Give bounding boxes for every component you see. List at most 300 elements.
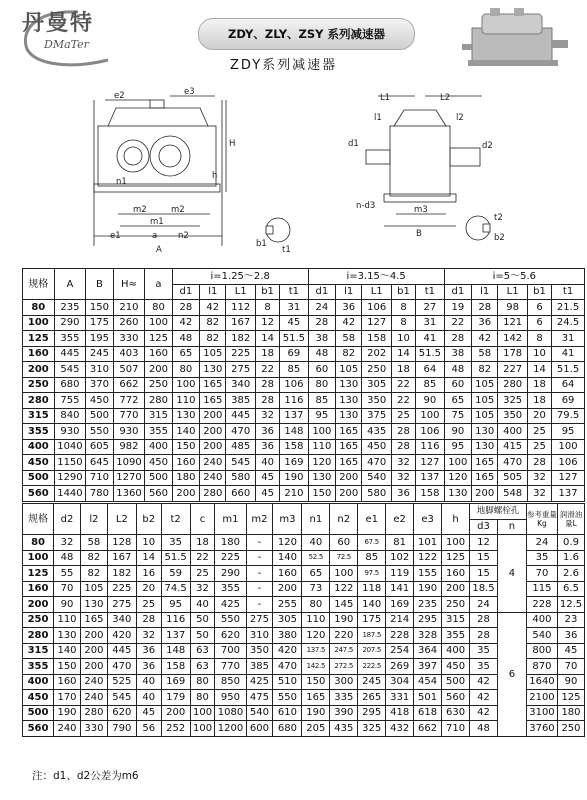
table-cell: 280	[498, 377, 528, 393]
table-cell: 930	[54, 424, 86, 440]
table-cell: 130	[200, 362, 226, 378]
table-cell: 105	[472, 377, 498, 393]
table-cell: 31	[552, 331, 585, 347]
subheader-b1: b1	[527, 284, 551, 300]
table-cell: 501	[414, 690, 442, 706]
spec-cell: 125	[23, 566, 54, 582]
table-cell: 14	[391, 346, 415, 362]
table-cell: 255	[273, 597, 302, 613]
table-cell: 12	[255, 315, 279, 331]
table-cell: 580	[226, 470, 256, 486]
table-cell: 142	[498, 331, 528, 347]
table-cell: 445	[226, 408, 256, 424]
table-cell: 680	[54, 377, 86, 393]
table-cell: 73	[302, 581, 330, 597]
table-cell: 42	[172, 315, 199, 331]
table-cell: 32	[527, 486, 551, 502]
table-cell: 80	[145, 300, 172, 316]
table-cell: 187.5	[358, 628, 386, 644]
table-cell: 116	[416, 439, 444, 455]
table-cell: 51.5	[280, 331, 308, 347]
label-m2-left: m2	[133, 205, 147, 215]
table-cell: 130	[336, 393, 362, 409]
table-cell: 106	[362, 300, 392, 316]
label-d2: d2	[482, 141, 493, 151]
table-cell: 190	[302, 705, 330, 721]
table-cell: 454	[414, 674, 442, 690]
table-cell: 24	[470, 597, 498, 613]
table-cell: 67.5	[358, 535, 386, 551]
table-cell: 28	[391, 424, 415, 440]
t2-header-spec: 规格	[23, 504, 54, 535]
header	[0, 0, 587, 88]
table-cell: 610	[273, 705, 302, 721]
table-cell: 63	[190, 643, 215, 659]
table-cell: 272.5	[330, 659, 358, 675]
table-cell: 36	[472, 315, 498, 331]
table-cell: 48	[54, 550, 81, 566]
table-cell: 55	[54, 566, 81, 582]
logo-text: 丹曼特	[22, 11, 95, 36]
table-cell: 225	[107, 581, 136, 597]
table-cell: 780	[86, 486, 113, 502]
table-cell: 350	[362, 393, 392, 409]
table-cell: 82	[472, 362, 498, 378]
table-cell: 51.5	[161, 550, 190, 566]
spec-cell: 315	[23, 408, 55, 424]
table-cell: -	[246, 550, 273, 566]
table-cell: 105	[472, 408, 498, 424]
table-cell: 70	[526, 566, 557, 582]
subheader-t1: t1	[280, 284, 308, 300]
t2-header-e3: e3	[414, 504, 442, 535]
table-cell: 550	[86, 424, 113, 440]
subheader-t1: t1	[552, 284, 585, 300]
table-cell: 400	[145, 439, 172, 455]
table-cell: 445	[107, 643, 136, 659]
table-cell: 45	[280, 315, 308, 331]
table-row	[23, 439, 585, 455]
spec-cell: 280	[23, 393, 55, 409]
table-cell: 240	[54, 721, 81, 737]
label-e3: e3	[184, 87, 195, 97]
table-cell: 304	[386, 674, 414, 690]
table-cell: 240	[200, 470, 226, 486]
spec-cell: 355	[23, 424, 55, 440]
table-cell: 100	[172, 377, 199, 393]
subheader-b1: b1	[391, 284, 415, 300]
table-cell: 169	[161, 674, 190, 690]
table-cell: 110	[308, 439, 335, 455]
table-cell: 110	[302, 612, 330, 628]
label-h: h	[212, 171, 218, 181]
table-cell: 121	[498, 315, 528, 331]
table-cell: 102	[386, 550, 414, 566]
table-cell: 770	[215, 659, 246, 675]
table-cell: 52.5	[302, 550, 330, 566]
spec-cell: 315	[23, 643, 54, 659]
table-cell: 18.5	[470, 581, 498, 597]
table-cell: 870	[526, 659, 557, 675]
table-cell: 772	[113, 393, 145, 409]
subheader-d1: d1	[444, 284, 471, 300]
table-cell: 315	[145, 408, 172, 424]
table-cell: 618	[414, 705, 442, 721]
table-cell: 265	[358, 690, 386, 706]
table-cell: 620	[107, 705, 136, 721]
table-cell: 225	[215, 550, 246, 566]
bolt-count-cell: 4	[497, 535, 526, 613]
label-a: a	[152, 231, 158, 241]
table-cell: 207.5	[358, 643, 386, 659]
table-cell: 59	[161, 566, 190, 582]
table-cell: 20	[136, 581, 161, 597]
table-cell: 525	[107, 674, 136, 690]
table-cell: 1270	[113, 470, 145, 486]
label-L2: L2	[440, 93, 451, 103]
table-cell: 90	[54, 597, 81, 613]
table-cell: 28	[470, 628, 498, 644]
table-cell: 70	[557, 659, 584, 675]
table-cell: 1290	[54, 470, 86, 486]
label-H: H	[229, 139, 236, 149]
table-cell: 205	[302, 721, 330, 737]
table-cell: 15	[470, 550, 498, 566]
table-cell: 364	[414, 643, 442, 659]
table1-header-row	[23, 269, 585, 285]
table-cell: 40	[255, 455, 279, 471]
table-cell: 14	[527, 362, 551, 378]
table-cell: 22	[190, 550, 215, 566]
table-cell: 235	[54, 300, 86, 316]
label-t2: t2	[494, 213, 503, 223]
table-cell: 435	[330, 721, 358, 737]
table-cell: 1640	[526, 674, 557, 690]
table-cell: 130	[336, 377, 362, 393]
table-cell: 100	[330, 566, 358, 582]
table-cell: 500	[442, 674, 470, 690]
table-cell: 27	[416, 300, 444, 316]
table-cell: 160	[145, 346, 172, 362]
table-cell: 130	[54, 628, 81, 644]
table-cell: 106	[552, 455, 585, 471]
table-cell: 300	[330, 674, 358, 690]
table-cell: 0.9	[557, 535, 584, 551]
table-cell: 160	[442, 566, 470, 582]
table-cell: 210	[113, 300, 145, 316]
table-cell: 330	[80, 721, 107, 737]
table-cell: 470	[362, 455, 392, 471]
table-cell: 90	[557, 674, 584, 690]
table-cell: 380	[273, 628, 302, 644]
table-cell: 100	[416, 408, 444, 424]
spec-table-1	[22, 268, 585, 502]
table-cell: 98	[498, 300, 528, 316]
subheader-t1: t1	[416, 284, 444, 300]
table-cell: 100	[190, 721, 215, 737]
table-cell: 14	[136, 550, 161, 566]
subheader-l1: l1	[200, 284, 226, 300]
table-cell: 245	[86, 346, 113, 362]
table-cell: 445	[54, 346, 86, 362]
table-cell: 32	[255, 408, 279, 424]
table-cell: 64	[552, 377, 585, 393]
t2-header-e2: e2	[386, 504, 414, 535]
t2-header-m1: m1	[215, 504, 246, 535]
table-cell: 41	[416, 331, 444, 347]
table-cell: 850	[215, 674, 246, 690]
tolerance-note: 注：d1、d2公差为m6	[32, 770, 139, 782]
table-cell: 42	[336, 315, 362, 331]
table-cell: 32	[391, 455, 415, 471]
table-cell: 23	[557, 612, 584, 628]
spec-cell: 160	[23, 346, 55, 362]
table-cell: 28	[172, 300, 199, 316]
table-cell: 225	[226, 346, 256, 362]
table-cell: 200	[442, 581, 470, 597]
table-cell: 165	[336, 455, 362, 471]
table-cell: 80	[190, 690, 215, 706]
table-cell: 375	[362, 408, 392, 424]
table-cell: 137	[416, 470, 444, 486]
table-cell: 210	[280, 486, 308, 502]
table-cell: 150	[54, 659, 81, 675]
table-cell: 500	[145, 470, 172, 486]
table-cell: 85	[416, 377, 444, 393]
table-cell: 600	[246, 721, 273, 737]
table-cell: 28	[470, 612, 498, 628]
subheader-d1: d1	[308, 284, 335, 300]
table-cell: 105	[80, 581, 107, 597]
logo-subtext: DMaTer	[44, 38, 89, 51]
table-cell: 15	[470, 566, 498, 582]
table-cell: 403	[113, 346, 145, 362]
label-t1: t1	[282, 245, 291, 255]
table-cell: 240	[200, 455, 226, 471]
table-cell: 140	[358, 597, 386, 613]
table-row	[23, 362, 585, 378]
table-cell: 1090	[113, 455, 145, 471]
table-cell: 110	[54, 612, 81, 628]
table-cell: 269	[386, 659, 414, 675]
spec-cell: 100	[23, 315, 55, 331]
table-cell: 148	[280, 424, 308, 440]
table-cell: -	[246, 597, 273, 613]
table-cell: 1150	[54, 455, 86, 471]
table-cell: 228	[386, 628, 414, 644]
table-cell: 40	[136, 674, 161, 690]
key-section-2	[466, 216, 490, 240]
table-cell: 475	[246, 690, 273, 706]
table-cell: 370	[86, 377, 113, 393]
table-cell: 355	[442, 628, 470, 644]
table-cell: 982	[113, 439, 145, 455]
table-cell: 510	[273, 674, 302, 690]
table-cell: 110	[172, 393, 199, 409]
table-cell: 1080	[215, 705, 246, 721]
table-cell: 400	[526, 612, 557, 628]
table-cell: -	[246, 535, 273, 551]
table-cell: 202	[362, 346, 392, 362]
table-cell: 22	[255, 362, 279, 378]
table-cell: 254	[386, 643, 414, 659]
table-cell: 32	[190, 581, 215, 597]
table-cell: 90	[416, 393, 444, 409]
table-cell: 28	[136, 612, 161, 628]
table-cell: 3100	[526, 705, 557, 721]
label-m3: m3	[414, 205, 428, 215]
table-row	[23, 486, 585, 502]
table-cell: 95	[444, 439, 471, 455]
table-cell: 100	[442, 535, 470, 551]
table-cell: 305	[362, 377, 392, 393]
label-n1: n1	[116, 177, 127, 187]
table-cell: 101	[414, 535, 442, 551]
table-cell: 21.5	[552, 300, 585, 316]
label-e2: e2	[114, 91, 125, 101]
spec-cell: 450	[23, 690, 54, 706]
table-cell: 930	[113, 424, 145, 440]
t2-header-foot-bolt: 地脚螺栓孔	[470, 504, 527, 520]
table-cell: 58	[472, 346, 498, 362]
table-row	[23, 408, 585, 424]
table-cell: 24	[526, 535, 557, 551]
table-cell: 137	[552, 486, 585, 502]
table-cell: 137	[161, 628, 190, 644]
table-cell: 80	[308, 377, 335, 393]
table-cell: 8	[391, 315, 415, 331]
table-cell: 28	[255, 377, 279, 393]
table-cell: 350	[246, 643, 273, 659]
table-cell: 335	[330, 690, 358, 706]
table-cell: 485	[226, 439, 256, 455]
table-cell: 127	[362, 315, 392, 331]
table-cell: 290	[215, 566, 246, 582]
header-spec: 规格	[23, 269, 55, 300]
table-cell: 14	[255, 331, 279, 347]
table-cell: 950	[215, 690, 246, 706]
table-cell: 200	[200, 424, 226, 440]
table-cell: 295	[358, 705, 386, 721]
table-cell: 167	[226, 315, 256, 331]
table-cell: 420	[273, 643, 302, 659]
table-cell: 710	[442, 721, 470, 737]
header-a: a	[145, 269, 172, 300]
table-row	[23, 535, 585, 551]
label-m2-right: m2	[171, 205, 185, 215]
table-row	[23, 315, 585, 331]
table-cell: 415	[498, 439, 528, 455]
label-d1: d1	[348, 139, 359, 149]
table-cell: 260	[113, 315, 145, 331]
table-cell: 22	[391, 393, 415, 409]
table-cell: 169	[280, 455, 308, 471]
table-cell: 45	[255, 486, 279, 502]
spec-cell: 280	[23, 628, 54, 644]
table-cell: 450	[145, 455, 172, 471]
table-row	[23, 377, 585, 393]
spec-cell: 80	[23, 300, 55, 316]
header-ratio-group-1: i=1.25～2.8	[172, 269, 308, 285]
table-cell: 148	[161, 643, 190, 659]
t2-header-c: c	[190, 504, 215, 535]
table-cell: 325	[358, 721, 386, 737]
table-cell: 425	[215, 597, 246, 613]
table-row	[23, 612, 585, 628]
table-cell: 48	[444, 362, 471, 378]
table-cell: 755	[54, 393, 86, 409]
table-cell: 350	[498, 408, 528, 424]
table-cell: 545	[107, 690, 136, 706]
table-cell: 65	[302, 566, 330, 582]
table-cell: 180	[215, 535, 246, 551]
table-cell: 31	[416, 315, 444, 331]
table-cell: 60	[330, 535, 358, 551]
label-l1: l1	[374, 113, 382, 123]
bolt-count-cell: 6	[497, 612, 526, 736]
table-cell: 250	[557, 721, 584, 737]
table-cell: 137.5	[302, 643, 330, 659]
table-cell: 25	[527, 424, 551, 440]
table-cell: 200	[80, 643, 107, 659]
table-cell: 22	[391, 377, 415, 393]
table-cell: 240	[80, 690, 107, 706]
table-cell: 42	[470, 705, 498, 721]
table-cell: 25	[136, 597, 161, 613]
table-cell: 385	[226, 393, 256, 409]
table-row	[23, 346, 585, 362]
table-cell: 130	[80, 597, 107, 613]
table-cell: 200	[200, 439, 226, 455]
t2-header-l2: l2	[80, 504, 107, 535]
table-cell: 660	[226, 486, 256, 502]
table-cell: 130	[172, 408, 199, 424]
table-cell: 42	[470, 674, 498, 690]
table-cell: 155	[414, 566, 442, 582]
table-cell: 122	[414, 550, 442, 566]
table-cell: 182	[107, 566, 136, 582]
table-cell: 160	[273, 566, 302, 582]
table-cell: 1040	[54, 439, 86, 455]
table-cell: 8	[255, 300, 279, 316]
t2-header-m2: m2	[246, 504, 273, 535]
table-cell: 20	[527, 408, 551, 424]
table-cell: 31	[280, 300, 308, 316]
table-cell: 6	[527, 315, 551, 331]
t2-header-t2: t2	[161, 504, 190, 535]
table-cell: 160	[54, 674, 81, 690]
table-cell: 18	[527, 393, 551, 409]
table-cell: 470	[107, 659, 136, 675]
table-cell: 12	[470, 535, 498, 551]
table-cell: 35	[470, 643, 498, 659]
t2-header-n2: n2	[330, 504, 358, 535]
table-cell: 65	[172, 346, 199, 362]
table-cell: 36	[557, 628, 584, 644]
series-banner: ZDY、ZLY、ZSY 系列减速器	[198, 18, 415, 50]
table-cell: 140	[273, 550, 302, 566]
table-cell: 150	[86, 300, 113, 316]
spec-cell: 80	[23, 535, 54, 551]
table-cell: 1200	[215, 721, 246, 737]
table-cell: 25	[391, 408, 415, 424]
table-cell: 32	[136, 628, 161, 644]
table-cell: 340	[107, 612, 136, 628]
table-cell: 64	[416, 362, 444, 378]
table-cell: 560	[145, 486, 172, 502]
table-cell: 1440	[54, 486, 86, 502]
table-cell: 100	[145, 315, 172, 331]
